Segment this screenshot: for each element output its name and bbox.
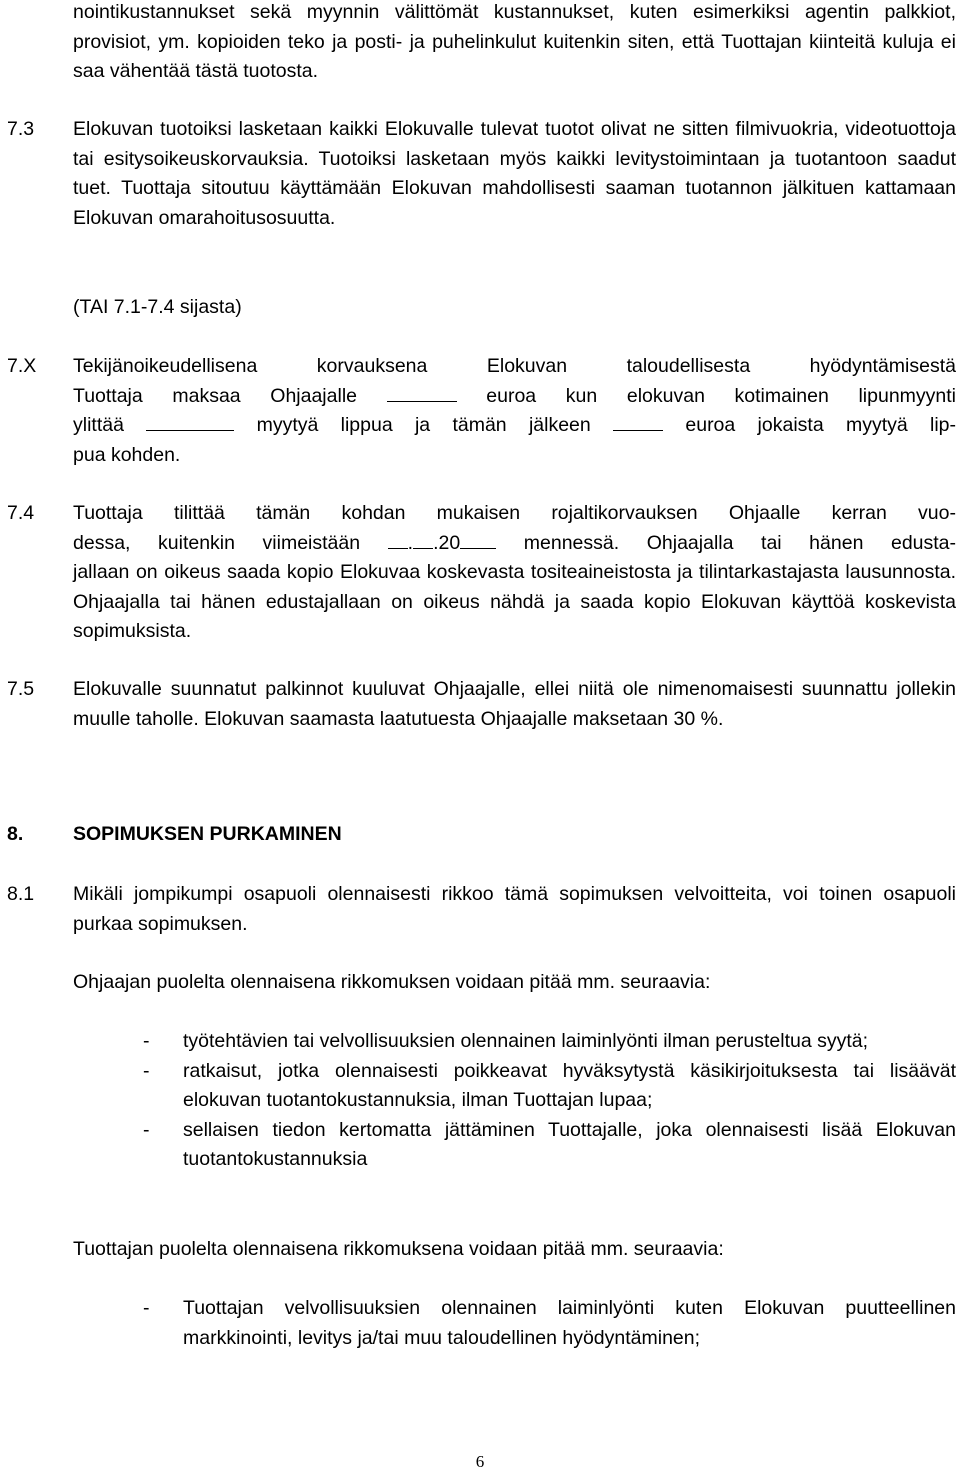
producer-breach-intro: [0, 1235, 960, 1265]
list-item: [0, 1116, 960, 1175]
list-intro: Tuottajan puolelta olennaisena rikkomuksena voidaan pitää mm. seuraavia:: [73, 1238, 724, 1260]
list-intro: Ohjaajan puolelta olennaisena rikkomuksen voidaan pitää mm. seuraavia:: [73, 971, 711, 993]
intro-text: nointikustannukset sekä myynnin välittömät kustannukset, kuten esimerkiksi agentin palkkiot, provisiot, ym. kopioiden teko ja posti- ja puhelinkulut kuitenkin siten, että Tuottajan kiinteitä kuluja ei saa vähentää tästä tuotosta.: [73, 1, 956, 82]
blank-field-tickets: [146, 412, 234, 431]
section-text: Mikäli jompikumpi osapuoli olennaisesti rikkoo tämä sopimuksen velvoitteita, voi toinen osapuoli purkaa sopimuksen.: [73, 883, 956, 935]
section-heading: SOPIMUKSEN PURKAMINEN: [73, 823, 342, 845]
list-item-text: sellaisen tiedon kertomatta jättäminen Tuottajalle, joka olennaisesti lisää Elokuvan tuotantokustannuksia: [183, 1118, 956, 1170]
page-number: 6: [475, 1452, 485, 1471]
section-8-heading: [0, 820, 960, 850]
line-text: .: [407, 531, 414, 554]
director-breach-intro: [0, 968, 960, 998]
line-text: ylittää: [73, 414, 124, 436]
section-line-2: [73, 529, 956, 559]
list-dash: -: [143, 1030, 150, 1052]
list-item: [0, 1294, 960, 1353]
list-item: [0, 1057, 960, 1116]
section-7-3-note: [0, 293, 960, 323]
section-text: Elokuvan tuotoiksi lasketaan kaikki Elokuvalle tulevat tuotot olivat ne sitten filmivuokria, videotuottoja tai esitysoikeuskorvauksia. Tuotoiksi lasketaan myös kaikki levitystoimintaan ja tuotantoon saadut tuet. Tuottaja sitoutuu käyttämään Elokuvan mahdollisesti saaman tuotannon jälkituen kattamaan Elokuvan omarahoitusosuutta.: [73, 118, 956, 229]
line-text: euroa kun elokuvan kotimainen lipunmyynti: [486, 384, 957, 407]
line-text: dessa, kuitenkin viimeistään: [73, 531, 361, 554]
section-number: 7.5: [7, 678, 35, 700]
line-text: mennessä. Ohjaajalla tai hänen edusta-: [523, 531, 957, 554]
line-text: .20: [433, 531, 461, 554]
section-line-1: Tuottaja tilittää tämän kohdan mukaisen rojaltikorvauksen Ohjaalle kerran vuo-: [73, 502, 956, 524]
blank-field-day: [388, 530, 408, 549]
section-7-5: [0, 675, 960, 734]
intro-paragraph: [0, 0, 960, 87]
section-text-rest: jallaan on oikeus saada kopio Elokuvaa koskevasta tositeaineistosta ja tilintarkastajasta lausunnosta. Ohjaajalla tai hänen edustajallaan on oikeus nähdä ja saada kopio Elokuvan käyttöä koskevista sopimuksista.: [73, 561, 956, 642]
line-text: euroa jokaista myytyä lip-: [685, 414, 957, 436]
blank-field-per-ticket: [613, 412, 663, 431]
list-item-text: ratkaisut, jotka olennaisesti poikkeavat hyväksytystä käsikirjoituksesta tai lisäävät elokuvan tuotantokustannuksia, ilman Tuottajan lupaa;: [183, 1059, 956, 1111]
section-7-x: [0, 352, 960, 472]
blank-field-month: [413, 530, 433, 549]
alternative-note: (TAI 7.1-7.4 sijasta): [73, 296, 242, 318]
list-item-text: työtehtävien tai velvollisuuksien olennainen laiminlyönti ilman perusteltua syytä;: [183, 1030, 869, 1052]
section-number: 7.4: [7, 502, 35, 524]
blank-field-amount: [387, 383, 457, 402]
section-number: 8.1: [7, 883, 35, 905]
section-line-3: [73, 411, 956, 441]
section-line-2: [73, 382, 956, 412]
list-dash: -: [143, 1059, 150, 1082]
section-line-1: Tekijänoikeudellisena korvauksena Elokuvan taloudellisesta hyödyntämisestä: [73, 355, 956, 377]
director-breach-list: [0, 1027, 960, 1175]
producer-breach-list: [0, 1294, 960, 1353]
section-7-4: [0, 499, 960, 647]
list-item-text: Tuottajan velvollisuuksien olennainen laiminlyönti kuten Elokuvan puutteellinen markkinointi, levitys ja/tai muu taloudellinen hyödyntäminen;: [183, 1297, 956, 1349]
section-number: 8.: [7, 823, 24, 845]
line-text: Tuottaja maksaa Ohjaajalle: [73, 384, 357, 407]
section-7-3: [0, 115, 960, 233]
list-dash: -: [143, 1118, 150, 1141]
line-text: myytyä lippua ja tämän jälkeen: [256, 414, 591, 436]
list-item: [0, 1027, 960, 1057]
blank-field-year: [460, 530, 496, 549]
section-text: Elokuvalle suunnatut palkinnot kuuluvat Ohjaajalle, ellei niitä ole nimenomaisesti suunnattu jollekin muulle taholle. Elokuvan saamasta laatutuesta Ohjaajalle maksetaan 30 %.: [73, 678, 956, 730]
section-8-1: [0, 880, 960, 939]
section-number: 7.3: [7, 118, 35, 140]
list-dash: -: [143, 1297, 150, 1319]
section-number: 7.X: [7, 355, 37, 377]
section-line-4: pua kohden.: [73, 443, 181, 466]
